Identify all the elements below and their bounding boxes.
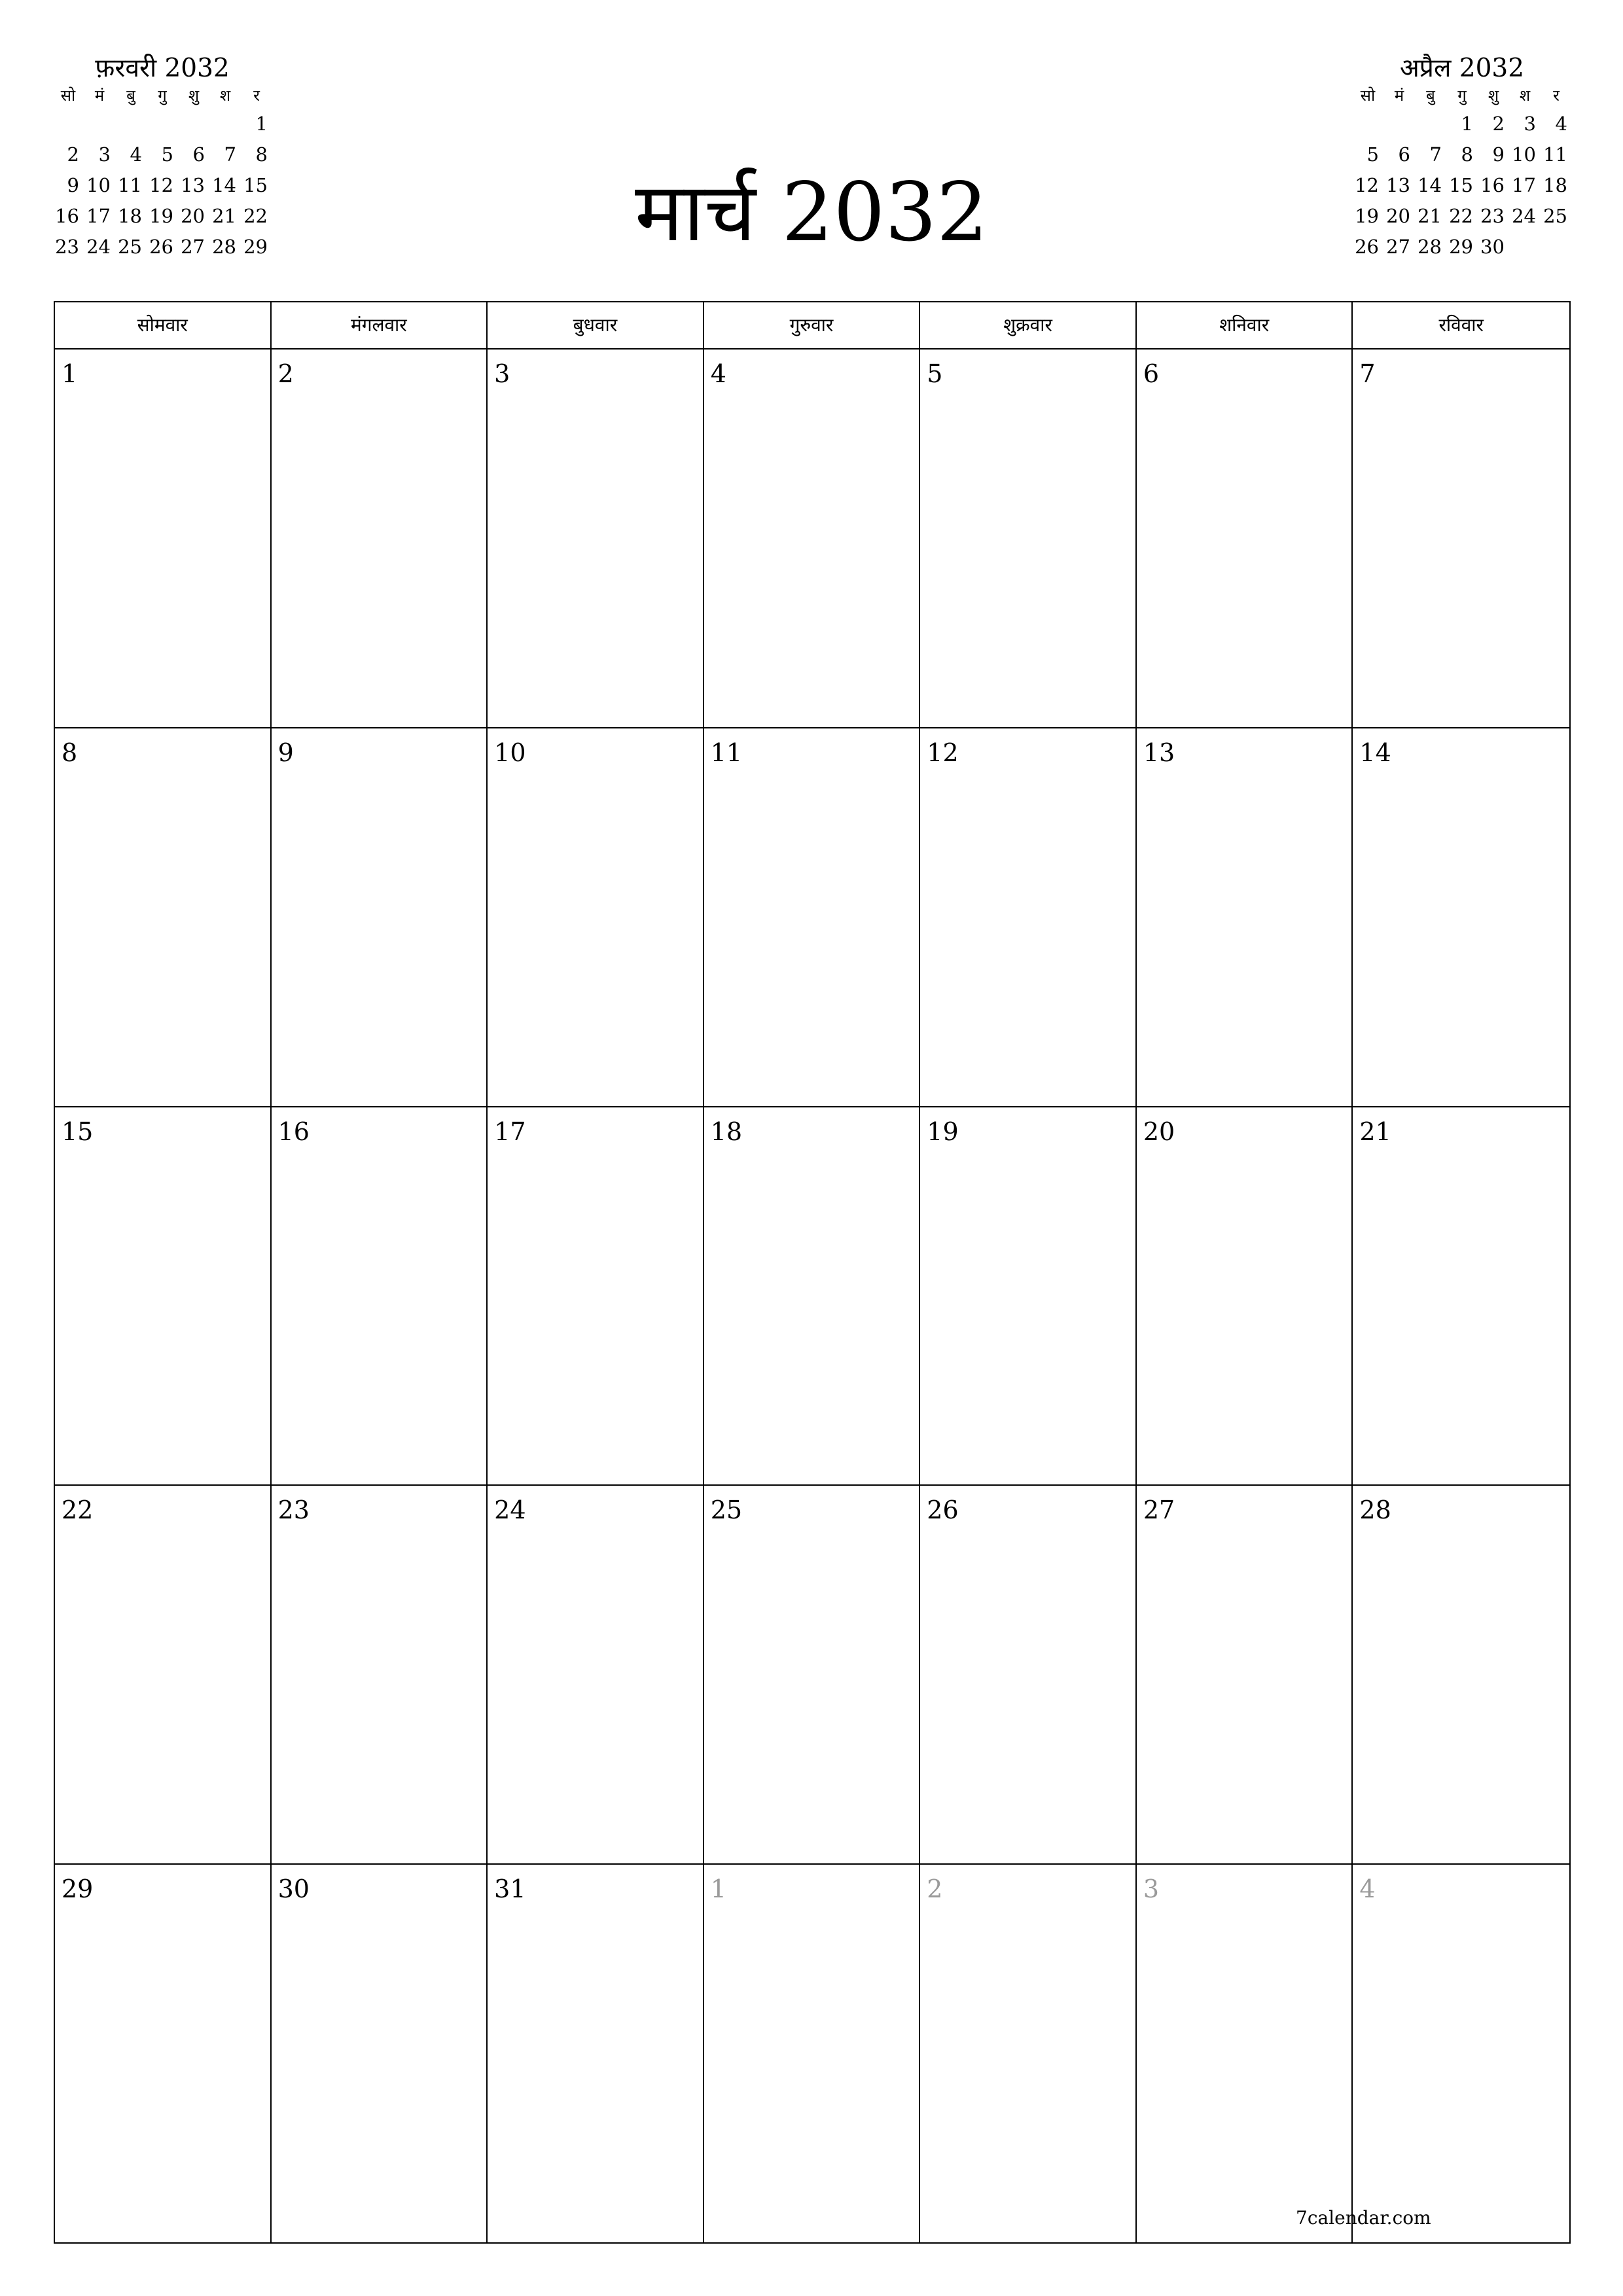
weekday-label: सोमवार <box>55 302 272 348</box>
weekday-label: गुरुवार <box>704 302 921 348</box>
mini-day-name: श <box>219 86 231 105</box>
day-number: 19 <box>927 1117 959 1146</box>
day-number: 5 <box>927 359 943 388</box>
day-cell[interactable] <box>488 1107 704 1486</box>
mini-day-number: 18 <box>118 205 142 227</box>
mini-calendar-prev <box>52 52 272 262</box>
mini-day-number: 24 <box>86 236 111 258</box>
day-cell[interactable] <box>704 1486 921 1865</box>
mini-calendar-next <box>1352 52 1572 262</box>
weekday-label: बुधवार <box>488 302 704 348</box>
mini-day-number <box>147 109 178 139</box>
mini-day-number: 27 <box>1386 236 1410 258</box>
day-number: 2 <box>277 359 294 388</box>
mini-calendar-prev-title: फ़रवरी 2032 <box>95 54 230 83</box>
day-number: 10 <box>494 738 526 767</box>
mini-calendar-next-title: अप्रैल 2032 <box>1399 54 1525 83</box>
mini-day-name: शु <box>1488 86 1499 105</box>
day-number: 8 <box>62 738 78 767</box>
mini-day-number: 11 <box>118 174 142 196</box>
day-cell[interactable] <box>704 350 921 728</box>
day-cell[interactable] <box>272 1486 488 1865</box>
day-cell[interactable] <box>704 728 921 1107</box>
day-number: 18 <box>710 1117 743 1146</box>
mini-day-number: 12 <box>1355 174 1379 196</box>
mini-day-number: 25 <box>1543 205 1567 227</box>
mini-day-number: 24 <box>1512 205 1536 227</box>
weekday-label: मंगलवार <box>272 302 488 348</box>
day-cell[interactable] <box>1137 1865 1353 2244</box>
mini-day-number: 1 <box>1461 113 1473 135</box>
day-cell[interactable] <box>1353 728 1569 1107</box>
month-grid <box>54 301 1571 2244</box>
mini-day-number: 3 <box>1524 113 1536 135</box>
mini-day-number: 7 <box>224 143 236 166</box>
mini-day-number: 2 <box>67 143 79 166</box>
mini-calendar-prev-grid <box>52 85 272 262</box>
day-cell[interactable] <box>55 728 272 1107</box>
day-cell[interactable] <box>1137 1486 1353 1865</box>
day-cell[interactable] <box>488 1865 704 2244</box>
mini-day-number: 9 <box>67 174 79 196</box>
mini-day-number: 13 <box>1386 174 1410 196</box>
day-number: 6 <box>1143 359 1160 388</box>
mini-day-name: सो <box>1360 86 1376 105</box>
day-cell[interactable] <box>272 728 488 1107</box>
mini-day-number <box>1509 232 1541 262</box>
day-number: 15 <box>62 1117 94 1146</box>
mini-day-number: 26 <box>149 236 173 258</box>
day-cell[interactable] <box>55 1486 272 1865</box>
mini-day-name: बु <box>126 86 135 105</box>
day-number: 1 <box>62 359 78 388</box>
day-number: 3 <box>1143 1874 1160 1904</box>
mini-day-number: 8 <box>1461 143 1473 166</box>
mini-day-number: 14 <box>1418 174 1442 196</box>
mini-day-name: गु <box>1457 86 1467 105</box>
day-number: 22 <box>62 1496 94 1525</box>
day-cell[interactable] <box>272 1865 488 2244</box>
mini-day-number: 29 <box>243 236 268 258</box>
mini-day-number: 2 <box>1492 113 1505 135</box>
mini-day-name: सो <box>60 86 76 105</box>
mini-day-number: 21 <box>212 205 236 227</box>
mini-day-number: 7 <box>1429 143 1442 166</box>
day-number: 9 <box>277 738 294 767</box>
day-number: 29 <box>62 1874 94 1904</box>
day-cell[interactable] <box>920 1865 1137 2244</box>
mini-day-number <box>1352 109 1383 139</box>
mini-day-number: 15 <box>243 174 268 196</box>
mini-day-number: 13 <box>181 174 205 196</box>
day-number: 14 <box>1359 738 1391 767</box>
day-number: 17 <box>494 1117 526 1146</box>
day-cell[interactable] <box>704 1865 921 2244</box>
mini-day-name: मं <box>94 86 105 105</box>
mini-day-number: 20 <box>181 205 205 227</box>
day-number: 12 <box>927 738 959 767</box>
mini-day-name: श <box>1519 86 1531 105</box>
day-cell[interactable] <box>1353 1865 1569 2244</box>
mini-day-number: 16 <box>1480 174 1505 196</box>
mini-day-number: 28 <box>212 236 236 258</box>
day-cell[interactable] <box>1353 350 1569 728</box>
mini-day-number: 21 <box>1418 205 1442 227</box>
day-cell[interactable] <box>55 1865 272 2244</box>
mini-day-number: 28 <box>1418 236 1442 258</box>
day-cell[interactable] <box>272 350 488 728</box>
mini-day-number: 23 <box>1480 205 1505 227</box>
mini-day-number: 22 <box>243 205 268 227</box>
mini-day-number <box>115 109 147 139</box>
mini-day-number: 8 <box>255 143 268 166</box>
mini-day-number: 9 <box>1492 143 1505 166</box>
mini-day-number: 11 <box>1543 143 1567 166</box>
day-cell[interactable] <box>1137 1107 1353 1486</box>
mini-day-name: गु <box>158 86 167 105</box>
day-cell[interactable] <box>55 1107 272 1486</box>
day-cell[interactable] <box>1353 1107 1569 1486</box>
mini-day-number: 5 <box>1366 143 1379 166</box>
month-days <box>55 350 1569 2244</box>
day-number: 20 <box>1143 1117 1175 1146</box>
weekday-label: शनिवार <box>1137 302 1353 348</box>
mini-day-number <box>1415 109 1446 139</box>
day-number: 4 <box>710 359 726 388</box>
day-number: 7 <box>1359 359 1376 388</box>
mini-day-number: 19 <box>149 205 173 227</box>
day-number: 1 <box>710 1874 726 1904</box>
mini-day-number: 3 <box>98 143 111 166</box>
mini-day-number <box>84 109 115 139</box>
day-cell[interactable] <box>920 728 1137 1107</box>
mini-day-number: 5 <box>161 143 173 166</box>
day-cell[interactable] <box>488 728 704 1107</box>
day-number: 25 <box>710 1496 743 1525</box>
mini-day-number: 29 <box>1449 236 1473 258</box>
weekday-header <box>55 302 1569 350</box>
day-number: 3 <box>494 359 510 388</box>
mini-day-number: 14 <box>212 174 236 196</box>
mini-day-name: बु <box>1426 86 1435 105</box>
mini-day-number: 10 <box>1512 143 1536 166</box>
day-number: 13 <box>1143 738 1175 767</box>
day-cell[interactable] <box>704 1107 921 1486</box>
mini-day-number: 20 <box>1386 205 1410 227</box>
day-number: 16 <box>277 1117 310 1146</box>
day-number: 27 <box>1143 1496 1175 1525</box>
mini-day-number: 4 <box>1555 113 1567 135</box>
day-number: 24 <box>494 1496 526 1525</box>
mini-day-number: 16 <box>55 205 79 227</box>
mini-day-number: 19 <box>1355 205 1379 227</box>
weekday-label: शुक्रवार <box>920 302 1137 348</box>
day-number: 2 <box>927 1874 943 1904</box>
weekday-label: रविवार <box>1438 314 1484 336</box>
mini-day-number <box>178 109 209 139</box>
day-cell[interactable] <box>488 1486 704 1865</box>
mini-day-number: 17 <box>86 205 111 227</box>
day-cell[interactable] <box>488 350 704 728</box>
day-number: 26 <box>927 1496 959 1525</box>
day-cell[interactable] <box>920 350 1137 728</box>
mini-calendar-next-grid <box>1352 85 1572 262</box>
day-number: 28 <box>1359 1496 1391 1525</box>
day-cell[interactable] <box>920 1107 1137 1486</box>
day-cell[interactable] <box>55 350 272 728</box>
day-cell[interactable] <box>920 1486 1137 1865</box>
mini-day-number: 10 <box>86 174 111 196</box>
day-number: 11 <box>710 738 743 767</box>
mini-day-number: 1 <box>255 113 268 135</box>
day-number: 30 <box>277 1874 310 1904</box>
mini-day-number: 23 <box>55 236 79 258</box>
mini-day-name: शु <box>188 86 200 105</box>
mini-day-name: र <box>253 86 260 105</box>
mini-day-number <box>1541 232 1572 262</box>
mini-day-number: 6 <box>192 143 205 166</box>
mini-day-number: 27 <box>181 236 205 258</box>
footer-site-link: 7calendar.com <box>1296 2207 1431 2229</box>
day-number: 31 <box>494 1874 526 1904</box>
mini-day-number: 15 <box>1449 174 1473 196</box>
mini-day-number: 22 <box>1449 205 1473 227</box>
mini-day-number: 25 <box>118 236 142 258</box>
day-number: 4 <box>1359 1874 1376 1904</box>
mini-day-number: 4 <box>130 143 142 166</box>
mini-day-name: र <box>1553 86 1560 105</box>
mini-day-number: 30 <box>1480 236 1505 258</box>
day-number: 23 <box>277 1496 310 1525</box>
mini-day-number: 17 <box>1512 174 1536 196</box>
mini-day-number: 18 <box>1543 174 1567 196</box>
mini-day-number <box>52 109 84 139</box>
day-cell[interactable] <box>272 1107 488 1486</box>
mini-day-number <box>1383 109 1415 139</box>
day-cell[interactable] <box>1137 728 1353 1107</box>
mini-day-number: 12 <box>149 174 173 196</box>
mini-day-number: 6 <box>1398 143 1410 166</box>
day-number: 21 <box>1359 1117 1391 1146</box>
page-title: मार्च 2032 <box>635 166 988 260</box>
mini-day-number <box>209 109 241 139</box>
day-cell[interactable] <box>1137 350 1353 728</box>
mini-day-name: मं <box>1394 86 1404 105</box>
day-cell[interactable] <box>1353 1486 1569 1865</box>
mini-day-number: 26 <box>1355 236 1379 258</box>
